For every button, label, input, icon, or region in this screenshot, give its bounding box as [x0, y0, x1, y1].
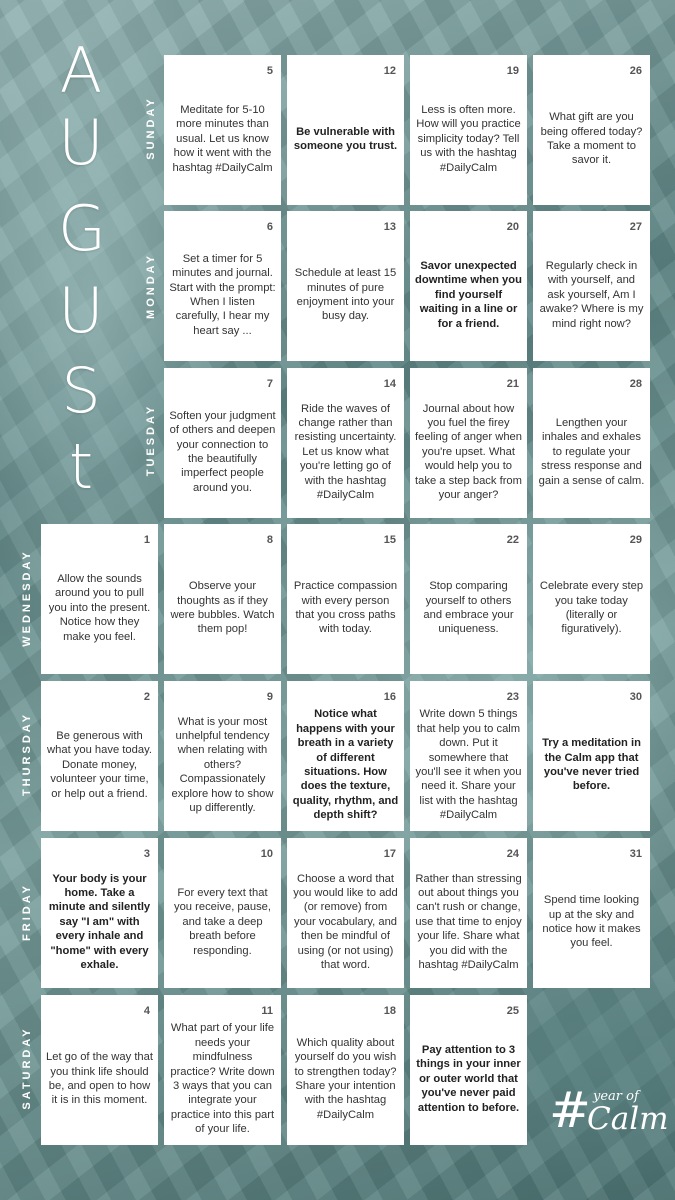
- card-prompt: Write down 5 things that help you to calm down. Put it somewhere that you'll see it when you need it. Share your list with the hashtag #DailyCalm: [415, 708, 522, 822]
- calendar-card-aug-5: [164, 55, 281, 205]
- card-prompt: For every text that you receive, pause, and take a deep breath before responding.: [173, 886, 272, 957]
- calendar-card-aug-13: [287, 211, 404, 361]
- card-date: 8: [266, 534, 273, 546]
- card-prompt: Stop comparing yourself to others and embrace your uniqueness.: [423, 580, 514, 636]
- card-prompt: Pay attention to 3 things in your inner or outer world that you've never paid attention to before.: [416, 1043, 521, 1114]
- calendar-card-aug-7: [164, 368, 281, 518]
- month-letter-t: t: [68, 430, 94, 503]
- logo-calm: Calm: [587, 1101, 669, 1137]
- card-prompt: Choose a word that you would like to add (or remove) from your vocabulary, and then be mindful of using (or not using) that word.: [293, 872, 398, 972]
- month-letter-s: S: [61, 354, 101, 427]
- card-date: 27: [629, 221, 642, 233]
- card-prompt: What gift are you being offered today? Take a moment to savor it.: [540, 111, 643, 167]
- card-date: 1: [143, 534, 150, 546]
- card-prompt: Notice what happens with your breath in a variety of different situations. How does the texture, quality, rhythm, and depth shift?: [292, 708, 399, 822]
- calendar-card-aug-11: [164, 995, 281, 1145]
- card-prompt: Your body is your home. Take a minute and silently say "I am" with every inhale and "home" with every exhale.: [48, 872, 151, 972]
- card-prompt: Set a timer for 5 minutes and journal. Start with the prompt: When I listen carefully, I hear my heart say ...: [169, 252, 276, 337]
- calendar-card-aug-9: [164, 681, 281, 831]
- card-prompt: Meditate for 5-10 more minutes than usual. Let us know how it went with the hashtag #DailyCalm: [172, 103, 273, 174]
- card-date: 15: [383, 534, 396, 546]
- card-date: 16: [383, 691, 396, 703]
- card-prompt: Ride the waves of change rather than resisting uncertainty. Let us know what you're letting go of with the hashtag #DailyCalm: [294, 402, 397, 502]
- card-date: 25: [506, 1005, 519, 1017]
- calendar-card-aug-1: [41, 524, 158, 674]
- card-prompt: Spend time looking up at the sky and notice how it makes you feel.: [542, 894, 641, 950]
- day-label-monday: MONDAY: [145, 253, 157, 319]
- month-letter-u: U: [58, 274, 104, 347]
- calendar-card-aug-15: [287, 524, 404, 674]
- card-prompt: Regularly check in with yourself, and ask yourself, Am I awake? Where is my mind right now?: [539, 259, 644, 330]
- card-date: 28: [629, 378, 642, 390]
- card-date: 5: [266, 65, 273, 77]
- card-prompt: Try a meditation in the Calm app that you've never tried before.: [542, 737, 641, 793]
- card-date: 31: [629, 848, 642, 860]
- day-label-wednesday: WEDNESDAY: [21, 549, 33, 647]
- year-of-calm-logo: [545, 1081, 669, 1145]
- calendar-card-aug-2: [41, 681, 158, 831]
- calendar-card-aug-10: [164, 838, 281, 988]
- calendar-card-aug-31: [533, 838, 650, 988]
- month-letter-u: U: [58, 106, 104, 179]
- logo-year-of: year of: [593, 1089, 639, 1104]
- card-prompt: Observe your thoughts as if they were bubbles. Watch them pop!: [170, 580, 275, 636]
- card-date: 3: [143, 848, 150, 860]
- calendar-card-aug-24: [410, 838, 527, 988]
- day-label-friday: FRIDAY: [21, 883, 33, 941]
- card-date: 30: [629, 691, 642, 703]
- card-date: 11: [261, 1005, 273, 1017]
- calendar-card-aug-18: [287, 995, 404, 1145]
- card-date: 2: [143, 691, 150, 703]
- day-label-tuesday: TUESDAY: [145, 403, 157, 477]
- card-date: 21: [506, 378, 519, 390]
- calendar-card-aug-19: [410, 55, 527, 205]
- calendar-card-aug-23: [410, 681, 527, 831]
- card-prompt: Journal about how you fuel the firey feeling of anger when you're upset. What would help you to take a step back from your anger?: [415, 402, 522, 502]
- card-date: 29: [629, 534, 642, 546]
- month-letter-a: A: [59, 34, 103, 107]
- card-date: 23: [506, 691, 519, 703]
- card-prompt: Less is often more. How will you practice simplicity today? Tell us with the hashtag #DailyCalm: [416, 103, 521, 174]
- card-prompt: Let go of the way that you think life should be, and open to how it is in this moment.: [46, 1051, 153, 1107]
- calendar-card-aug-25: [410, 995, 527, 1145]
- calendar-card-aug-26: [533, 55, 650, 205]
- card-date: 22: [506, 534, 519, 546]
- hashtag-icon: #: [549, 1081, 591, 1139]
- calendar-card-aug-16: [287, 681, 404, 831]
- calendar-card-aug-29: [533, 524, 650, 674]
- calendar-card-aug-27: [533, 211, 650, 361]
- card-date: 13: [383, 221, 396, 233]
- month-letter-g: G: [58, 192, 107, 265]
- day-label-sunday: SUNDAY: [145, 96, 157, 160]
- card-date: 9: [266, 691, 273, 703]
- calendar-card-aug-14: [287, 368, 404, 518]
- calendar-card-aug-8: [164, 524, 281, 674]
- card-date: 26: [629, 65, 642, 77]
- card-prompt: Lengthen your inhales and exhales to regulate your stress response and gain a sense of calm.: [538, 416, 645, 487]
- card-prompt: Be generous with what you have today. Donate money, volunteer your time, or help out a friend.: [47, 729, 152, 800]
- card-date: 12: [383, 65, 396, 77]
- day-label-thursday: THURSDAY: [21, 711, 33, 797]
- calendar-card-aug-21: [410, 368, 527, 518]
- card-prompt: Rather than stressing out about things you can't rush or change, use that time to enjoy your life. Share what you did with the hashtag #DailyCalm: [415, 872, 522, 972]
- card-prompt: Celebrate every step you take today (literally or figuratively).: [539, 580, 644, 636]
- calendar-card-aug-6: [164, 211, 281, 361]
- card-date: 20: [506, 221, 519, 233]
- card-date: 14: [383, 378, 396, 390]
- card-date: 6: [266, 221, 273, 233]
- card-prompt: Schedule at least 15 minutes of pure enjoyment into your busy day.: [294, 267, 397, 323]
- day-label-saturday: SATURDAY: [21, 1026, 33, 1110]
- card-date: 24: [506, 848, 519, 860]
- calendar-card-aug-12: [287, 55, 404, 205]
- card-date: 7: [266, 378, 273, 390]
- card-prompt: Allow the sounds around you to pull you into the present. Notice how they make you feel.: [48, 572, 151, 643]
- card-prompt: Soften your judgment of others and deepen your connection to the beautifully imperfect people around you.: [169, 409, 276, 494]
- card-prompt: Which quality about yourself do you wish to strengthen today? Share your intention with the hashtag #DailyCalm: [294, 1036, 397, 1121]
- calendar-card-aug-30: [533, 681, 650, 831]
- card-date: 19: [506, 65, 519, 77]
- card-prompt: Savor unexpected downtime when you find yourself waiting in a line or for a friend.: [415, 259, 522, 330]
- card-date: 18: [383, 1005, 396, 1017]
- card-prompt: Practice compassion with every person that you cross paths with today.: [293, 580, 398, 636]
- calendar-card-aug-3: [41, 838, 158, 988]
- calendar-card-aug-28: [533, 368, 650, 518]
- card-prompt: Be vulnerable with someone you trust.: [293, 125, 398, 152]
- card-date: 17: [383, 848, 396, 860]
- calendar-card-aug-4: [41, 995, 158, 1145]
- calendar-card-aug-22: [410, 524, 527, 674]
- calendar-card-aug-20: [410, 211, 527, 361]
- card-prompt: What is your most unhelpful tendency when relating with others? Compassionately explore how to show up differently.: [171, 715, 274, 815]
- card-prompt: What part of your life needs your mindfulness practice? Write down 3 ways that you can integrate your practice into this part of your life.: [170, 1022, 275, 1136]
- calendar-card-aug-17: [287, 838, 404, 988]
- card-date: 4: [143, 1005, 150, 1017]
- card-date: 10: [260, 848, 273, 860]
